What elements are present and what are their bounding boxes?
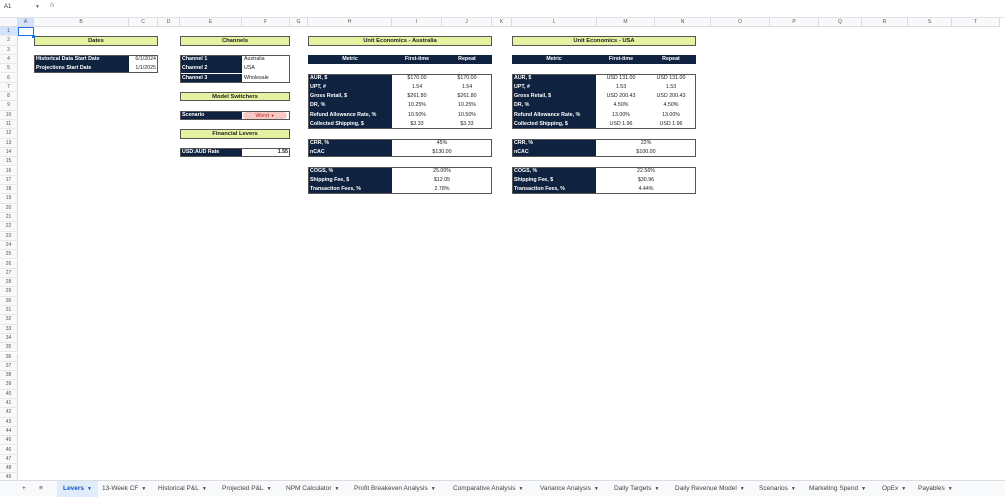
first-time-value[interactable]: 13.00% [612,111,630,118]
chevron-down-icon[interactable]: ▼ [739,486,745,492]
metric-label: DR, % [512,101,596,110]
sheet-tab[interactable] [354,481,436,497]
metric-label: UPT, # [512,83,596,92]
metric-header: Metric [308,55,392,64]
row-header-42[interactable]: 42 [0,408,18,417]
repeat-value[interactable]: 13.00% [662,111,680,118]
column-header-c[interactable]: C [129,18,158,27]
cost-label: Shipping Fee, $ [512,176,596,185]
sheet-tab[interactable] [222,481,272,497]
repeat-header: Repeat [442,55,492,64]
sheet-tab-label: NPM Calculator [286,485,332,492]
row-header-2[interactable]: 2 [0,36,18,45]
chevron-down-icon[interactable]: ▼ [518,486,524,492]
first-time-value[interactable]: USD 1.96 [609,121,633,127]
row-header-26[interactable]: 26 [0,260,18,269]
first-time-value[interactable]: $3.33 [410,121,424,127]
ue_au-title: Unit Economics - Australia [308,36,492,45]
row-header-48[interactable]: 48 [0,464,18,473]
channel-value[interactable]: Australia [244,55,265,62]
channel-label: Channel 3 [180,74,242,83]
chevron-down-icon[interactable]: ▼ [593,486,599,492]
row-header-28[interactable]: 28 [0,278,18,287]
column-header-p[interactable]: P [770,18,819,27]
model-switchers-title: Model Switchers [180,92,290,101]
spreadsheet-grid[interactable] [0,18,1005,480]
sheet-tab-label: Projected P&L [222,485,264,492]
formula-bar [0,0,1005,18]
column-header-q[interactable]: Q [819,18,862,27]
sheet-tab-label: Profit Breakeven Analysis [354,485,428,492]
repeat-header: Repeat [646,55,696,64]
first-time-value[interactable]: 1.54 [411,83,423,90]
first-time-value[interactable]: USD 131.00 [606,74,636,81]
channel-label: Channel 2 [180,64,242,73]
row-header-10[interactable]: 10 [0,111,18,120]
name-box-dropdown-icon[interactable]: ▼ [35,4,40,10]
row-header-44[interactable]: 44 [0,427,18,436]
row-header-43[interactable]: 43 [0,418,18,427]
first-time-value[interactable]: 10.50% [408,111,426,118]
row-header-22[interactable]: 22 [0,222,18,231]
row-header-6[interactable]: 6 [0,74,18,83]
channels-title: Channels [180,36,290,45]
usd-aud-label: USD:AUD Rate [180,148,242,157]
chevron-down-icon[interactable]: ▼ [266,486,272,492]
fill-handle[interactable] [32,35,35,38]
repeat-value[interactable]: 4.50% [663,102,679,109]
repeat-value[interactable]: USD 200.43 [656,93,686,100]
column-header-a[interactable]: A [18,18,34,27]
sheet-tab-label: Daily Targets [614,485,652,492]
sheet-tab-label: Levers [63,485,84,492]
row-header-27[interactable]: 27 [0,269,18,278]
repeat-value[interactable]: 10.25% [458,102,476,109]
chevron-down-icon[interactable]: ▼ [901,486,907,492]
retention-label: nCAC [308,148,392,157]
row-header-35[interactable]: 35 [0,343,18,352]
retention-value[interactable]: 22% [640,139,652,146]
column-header-n[interactable]: N [655,18,711,27]
financial-levers-title: Financial Levers [180,129,290,138]
retention-value[interactable]: $130.00 [432,148,452,155]
chevron-down-icon[interactable]: ▼ [654,486,660,492]
row-header-32[interactable]: 32 [0,315,18,324]
row-header-36[interactable]: 36 [0,353,18,362]
row-header-46[interactable]: 46 [0,446,18,455]
row-header-41[interactable]: 41 [0,399,18,408]
cost-value[interactable]: 4.44% [638,186,654,193]
cost-label: Transaction Fees, % [308,185,392,194]
cost-value[interactable]: 22.56% [637,167,655,174]
metric-label: Collected Shipping, $ [512,120,596,129]
sheet-tab[interactable] [614,481,659,497]
sheet-tab-label: Historical P&L [158,485,199,492]
channel-label: Channel 1 [180,55,242,64]
row-header-45[interactable]: 45 [0,436,18,445]
sheet-tab-label: OpEx [882,485,899,492]
column-header-m[interactable]: M [597,18,655,27]
row-header-33[interactable]: 33 [0,325,18,334]
row-header-38[interactable]: 38 [0,371,18,380]
repeat-value[interactable]: 10.50% [458,111,476,118]
row-header-49[interactable]: 49 [0,473,18,480]
chevron-down-icon[interactable]: ▼ [861,486,867,492]
dates-value[interactable]: 6/1/2024 [135,55,156,62]
repeat-value[interactable]: 1.54 [461,83,473,90]
metric-label: DR, % [308,101,392,110]
column-header-t[interactable]: T [952,18,1000,27]
scenario-value: Worst [255,112,270,119]
name-box[interactable]: A1 [4,4,12,10]
row-header-39[interactable]: 39 [0,380,18,389]
row-header-3[interactable]: 3 [0,46,18,55]
first-time-header: First-time [596,55,646,64]
sheet-tab[interactable] [286,481,339,497]
first-time-value[interactable]: $261.80 [407,93,427,100]
retention-label: nCAC [512,148,596,157]
row-header-4[interactable]: 4 [0,55,18,64]
sheet-tab[interactable] [540,481,599,497]
repeat-value[interactable]: 1.53 [665,83,677,90]
channel-value[interactable]: Wholesale [244,74,269,81]
metric-label: Gross Retail, $ [512,92,596,101]
row-header-31[interactable]: 31 [0,306,18,315]
first-time-value[interactable]: 1.53 [615,83,627,90]
row-header-23[interactable]: 23 [0,232,18,241]
row-header-5[interactable]: 5 [0,64,18,73]
sheet-tab[interactable] [675,481,745,497]
row-header-30[interactable]: 30 [0,297,18,306]
row-header-47[interactable]: 47 [0,455,18,464]
column-header-f[interactable]: F [242,18,290,27]
sheet-tabs-bar [0,480,1005,496]
column-header-o[interactable]: O [711,18,770,27]
sheet-tab-label: Payables [918,485,945,492]
row-header-11[interactable]: 11 [0,120,18,129]
sheet-tab-label: Comparative Analysis [453,485,516,492]
row-header-34[interactable]: 34 [0,334,18,343]
chevron-down-icon[interactable]: ▼ [141,486,147,492]
first-time-value[interactable]: 4.50% [613,102,629,109]
column-header-b[interactable]: B [34,18,129,27]
metric-label: AUR, $ [512,74,596,83]
dates-label: Historical Data Start Date [34,55,129,64]
cost-value[interactable]: 2.78% [434,186,450,193]
row-header-13[interactable]: 13 [0,139,18,148]
retention-label: CRR, % [308,139,392,148]
repeat-value[interactable]: $3.33 [460,121,474,127]
ue_us-title: Unit Economics - USA [512,36,696,45]
sheet-tab-label: Variance Analysis [540,485,591,492]
row-header-15[interactable]: 15 [0,157,18,166]
column-header-l[interactable]: L [512,18,597,27]
column-header-k[interactable]: K [492,18,512,27]
chevron-down-icon[interactable]: ▼ [947,486,953,492]
add-sheet-button[interactable]: + [22,485,26,492]
repeat-value[interactable]: USD 1.96 [659,121,683,127]
retention-value[interactable]: 45% [436,139,448,146]
metric-label: Refund Allowance Rate, % [308,111,392,120]
row-header-21[interactable]: 21 [0,213,18,222]
repeat-value[interactable]: $261.80 [457,93,477,100]
row-header-9[interactable]: 9 [0,101,18,110]
sheet-tab[interactable] [882,481,906,497]
retention-label: CRR, % [512,139,596,148]
row-header-14[interactable]: 14 [0,148,18,157]
row-header-16[interactable]: 16 [0,167,18,176]
sheet-tab[interactable] [158,481,207,497]
chevron-down-icon[interactable]: ▼ [86,486,92,492]
column-header-g[interactable]: G [290,18,308,27]
retention-value[interactable]: $100.00 [636,148,656,155]
select-all-corner[interactable] [0,18,18,27]
cost-label: Transaction Fees, % [512,185,596,194]
row-header-12[interactable]: 12 [0,129,18,138]
metric-label: Refund Allowance Rate, % [512,111,596,120]
sheet-tab-label: Marketing Spend [809,485,859,492]
row-header-25[interactable]: 25 [0,250,18,259]
repeat-value[interactable]: USD 131.00 [656,74,686,81]
metric-label: Collected Shipping, $ [308,120,392,129]
cost-value[interactable]: 25.00% [433,167,451,174]
sheet-tab-label: Scenarios [759,485,788,492]
sheet-tab-label: Daily Revenue Model [675,485,737,492]
dates-label: Projections Start Date [34,64,129,73]
row-header-7[interactable]: 7 [0,83,18,92]
metric-label: UPT, # [308,83,392,92]
row-header-18[interactable]: 18 [0,185,18,194]
scenario-dropdown[interactable] [243,112,287,119]
first-time-header: First-time [392,55,442,64]
first-time-value[interactable]: USD 200.43 [606,93,636,100]
usd-aud-value[interactable]: 1.55 [277,148,288,155]
column-header-e[interactable]: E [180,18,242,27]
row-header-1[interactable]: 1 [0,27,18,36]
chevron-down-icon[interactable]: ▼ [201,486,207,492]
row-header-20[interactable]: 20 [0,204,18,213]
row-header-40[interactable]: 40 [0,390,18,399]
column-header-j[interactable]: J [442,18,492,27]
cost-value[interactable]: $12.05 [433,176,451,183]
sheet-tab[interactable] [759,481,796,497]
all-sheets-menu-icon[interactable]: ≡ [39,485,43,492]
repeat-value[interactable]: $170.00 [457,74,477,81]
chevron-down-icon[interactable]: ▼ [334,486,340,492]
column-header-d[interactable]: D [158,18,180,27]
sheet-tab-label: 13-Week CF [102,485,139,492]
column-header-i[interactable]: I [392,18,442,27]
sheet-tab[interactable] [57,481,98,497]
chevron-down-icon[interactable]: ▼ [430,486,436,492]
metric-header: Metric [512,55,596,64]
row-header-29[interactable]: 29 [0,287,18,296]
cost-label: Shipping Fee, $ [308,176,392,185]
row-header-24[interactable]: 24 [0,241,18,250]
dates-title: Dates [34,36,158,45]
column-header-h[interactable]: H [308,18,392,27]
metric-label: Gross Retail, $ [308,92,392,101]
first-time-value[interactable]: 10.25% [408,102,426,109]
dates-value[interactable]: 1/1/2025 [135,65,156,72]
row-header-8[interactable]: 8 [0,92,18,101]
cost-label: COGS, % [512,167,596,176]
sheet-tab[interactable] [102,481,146,497]
row-header-19[interactable]: 19 [0,194,18,203]
fx-icon: fx [50,3,55,9]
first-time-value[interactable]: $170.00 [407,74,427,81]
scenario-label: Scenario [180,111,242,120]
sheet-tab[interactable] [918,481,953,497]
column-header-r[interactable]: R [862,18,908,27]
cost-label: COGS, % [308,167,392,176]
chevron-down-icon[interactable]: ▼ [790,486,796,492]
chevron-down-icon: ▼ [270,112,275,118]
row-header-37[interactable]: 37 [0,362,18,371]
sheet-tab[interactable] [809,481,866,497]
cost-value[interactable]: $30.96 [637,176,655,183]
column-header-s[interactable]: S [908,18,952,27]
metric-label: AUR, $ [308,74,392,83]
channel-value[interactable]: USA [244,65,255,72]
row-header-17[interactable]: 17 [0,176,18,185]
sheet-tab[interactable] [453,481,523,497]
